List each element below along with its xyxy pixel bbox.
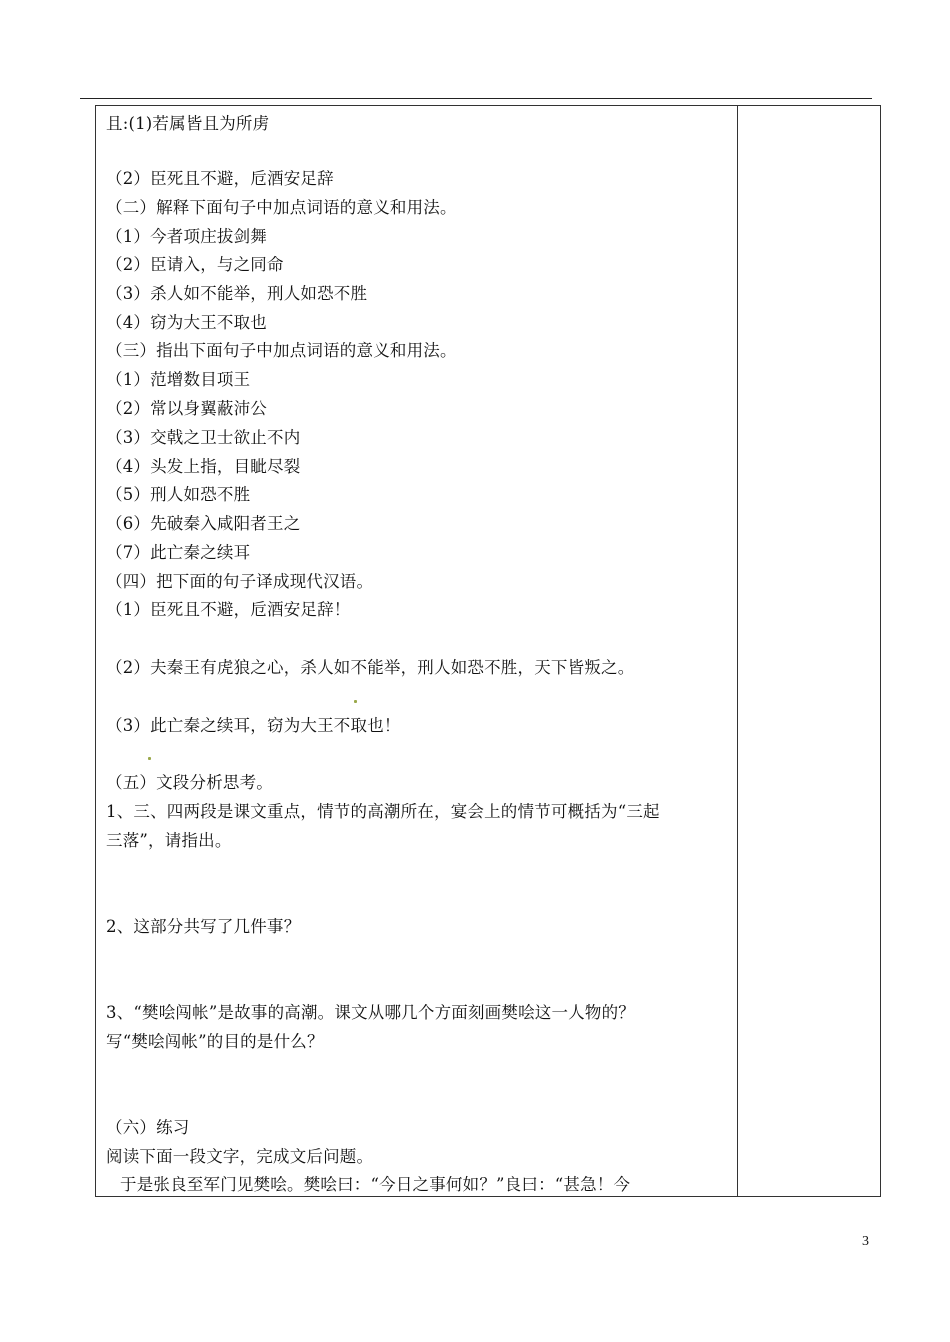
text-line: （6）先破秦入咸阳者王之 (106, 514, 301, 533)
text-line: （4）头发上指，目眦尽裂 (106, 457, 301, 476)
text-line: （2）常以身翼蔽沛公 (106, 399, 267, 418)
text-line: （1）今者项庄拔剑舞 (106, 227, 267, 246)
text-line: 1、三、四两段是课文重点，情节的高潮所在，宴会上的情节可概括为“三起 (106, 802, 660, 821)
header-rule (80, 98, 872, 99)
text-line: （2）臣请入，与之同命 (106, 255, 284, 274)
text-line: （六）练习 (106, 1118, 190, 1137)
text-line: （2）臣死且不避，卮酒安足辞 (106, 169, 334, 188)
text-line: （五）文段分析思考。 (106, 773, 273, 792)
text-line: （三）指出下面句子中加点词语的意义和用法。 (106, 341, 457, 360)
page-number: 3 (862, 1234, 869, 1249)
text-line: （1）范增数目项王 (106, 370, 251, 389)
column-divider (737, 106, 738, 1196)
text-line: （3）此亡秦之续耳，窃为大王不取也！ (106, 716, 401, 735)
text-line: （3）杀人如不能举，刑人如恐不胜 (106, 284, 368, 303)
stray-mark (354, 700, 357, 703)
text-line: 阅读下面一段文字，完成文后问题。 (106, 1147, 374, 1166)
text-line: （5）刑人如恐不胜 (106, 485, 251, 504)
text-line: （7）此亡秦之续耳 (106, 543, 251, 562)
worksheet-table (95, 105, 881, 1197)
text-line: （2）夫秦王有虎狼之心，杀人如不能举，刑人如恐不胜，天下皆叛之。 (106, 658, 635, 677)
stray-mark (148, 757, 151, 760)
text-line: （4）窃为大王不取也 (106, 313, 267, 332)
text-line: 3、“樊哙闯帐”是故事的高潮。课文从哪几个方面刻画樊哙这一人物的？ (106, 1003, 635, 1022)
text-line: （二）解释下面句子中加点词语的意义和用法。 (106, 198, 457, 217)
text-line: （1）臣死且不避，卮酒安足辞！ (106, 600, 351, 619)
text-line: 三落”，请指出。 (106, 831, 232, 850)
text-line: （四）把下面的句子译成现代汉语。 (106, 572, 374, 591)
text-line: 写“樊哙闯帐”的目的是什么？ (106, 1032, 324, 1051)
text-line: 2、这部分共写了几件事？ (106, 917, 301, 936)
text-line: （3）交戟之卫士欲止不内 (106, 428, 301, 447)
text-line: 于是张良至军门见樊哙。樊哙曰：“今日之事何如？”良曰：“甚急！今 (120, 1175, 631, 1194)
text-line: 且:(1)若属皆且为所虏 (106, 114, 270, 133)
